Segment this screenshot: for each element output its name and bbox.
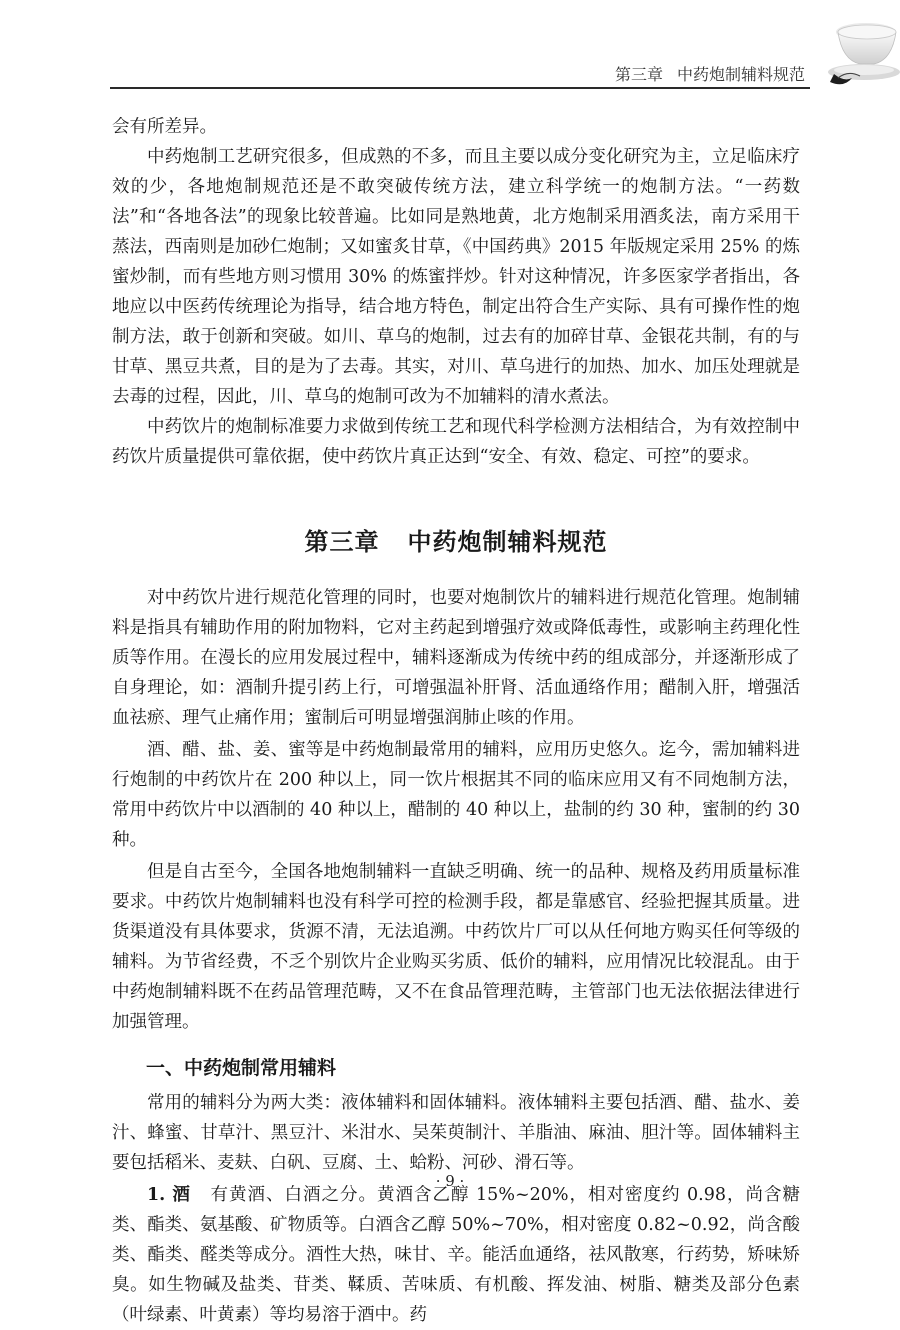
paragraph: 中药炮制工艺研究很多，但成熟的不多，而且主要以成分变化研究为主，立足临床疗效的少，各地炮制规范还是不敢突破传统方法，建立科学统一的炮制方法。“一药数法”和“各地各法”的现象比较普遍。比如同是熟地黄，北方炮制采用酒炙法，南方采用干蒸法，西南则是加砂仁炮制；又如蜜炙甘草，《中国药典》2015 年版规定采用 25% 的炼蜜炒制，而有些地方则习惯用 30% 的炼蜜拌炒。针对这种情况，许多医家学者指出，各地应以中医药传统理论为指导，结合地方特色，制定出符合生产实际、具有可操作性的炮制方法，敢于创新和突破。如川、草乌的炮制，过去有的加碎甘草、金银花共制，有的与甘草、黑豆共煮，目的是为了去毒。其实，对川、草乌进行的加热、加水、加压处理就是去毒的过程，因此，川、草乌的炮制可改为不加辅料的清水煮法。 xyxy=(112,147,800,407)
chapter-heading xyxy=(112,522,800,557)
page-number: · 9 · xyxy=(435,1172,465,1190)
running-header-chapter-title: 中药炮制辅料规范 xyxy=(676,65,805,84)
section-heading: 一、中药炮制常用辅料 xyxy=(146,1057,337,1079)
list-item-text: 有黄酒、白酒之分。黄酒含乙醇 15%~20%，相对密度约 0.98，尚含糖类、酯类、氨基酸、矿物质等。白酒含乙醇 50%~70%，相对密度 0.82~0.92，尚含酸类、酯类、醛类等成分。酒性大热，味甘、辛。能活血通络，祛风散寒，行药势，矫味矫臭。如生物碱及盐类、苷类、鞣质、苦味质、有机酸、挥发油、树脂、糖类及部分色素（叶绿素、叶黄素）等均易溶于酒中。药 xyxy=(112,1185,800,1325)
chapter-title: 中药炮制辅料规范 xyxy=(407,528,608,556)
running-header-title xyxy=(565,62,805,85)
header-rule xyxy=(110,87,810,89)
paragraph: 酒、醋、盐、姜、蜜等是中药炮制最常用的辅料，应用历史悠久。迄今，需加辅料进行炮制的中药饮片在 200 种以上，同一饮片根据其不同的临床应用又有不同炮制方法，常用中药饮片中以酒制的 40 种以上，醋制的 40 种以上，盐制的约 30 种，蜜制的约 30 种。 xyxy=(112,740,801,850)
chapter-number: 第三章 xyxy=(304,528,380,556)
page-header xyxy=(0,0,900,100)
list-item-wine xyxy=(112,1180,800,1330)
paragraph: 常用的辅料分为两大类：液体辅料和固体辅料。液体辅料主要包括酒、醋、盐水、姜汁、蜂蜜、甘草汁、黑豆汁、米泔水、吴茱萸制汁、羊脂油、麻油、胆汁等。固体辅料主要包括稻米、麦麸、白矾、豆腐、土、蛤粉、河砂、滑石等。 xyxy=(112,1093,800,1173)
teacup-decoration-icon xyxy=(808,20,900,90)
page-body xyxy=(112,112,800,1330)
paragraph: 对中药饮片进行规范化管理的同时，也要对炮制饮片的辅料进行规范化管理。炮制辅料是指具有辅助作用的附加物料，它对主药起到增强疗效或降低毒性，或影响主药理化性质等作用。在漫长的应用发展过程中，辅料逐渐成为传统中药的组成部分，并逐渐形成了自身理论，如：酒制升提引药上行，可增强温补肝肾、活血通络作用；醋制入肝，增强活血祛瘀、理气止痛作用；蜜制后可明显增强润肺止咳的作用。 xyxy=(112,588,800,728)
paragraph: 中药饮片的炮制标准要力求做到传统工艺和现代科学检测方法相结合，为有效控制中药饮片质量提供可靠依据，使中药饮片真正达到“安全、有效、稳定、可控”的要求。 xyxy=(112,417,800,467)
running-header-chapter: 第三章 xyxy=(614,65,663,84)
paragraph: 但是自古至今，全国各地炮制辅料一直缺乏明确、统一的品种、规格及药用质量标准要求。中药饮片炮制辅料也没有科学可控的检测手段，都是靠感官、经验把握其质量。进货渠道没有具体要求，货源不清，无法追溯。中药饮片厂可以从任何地方购买任何等级的辅料。为节省经费，不乏个别饮片企业购买劣质、低价的辅料，应用情况比较混乱。由于中药炮制辅料既不在药品管理范畴，又不在食品管理范畴，主管部门也无法依据法律进行加强管理。 xyxy=(112,862,800,1032)
list-item-label: 1. 酒 xyxy=(147,1185,191,1205)
paragraph-continuation: 会有所差异。 xyxy=(112,117,217,137)
